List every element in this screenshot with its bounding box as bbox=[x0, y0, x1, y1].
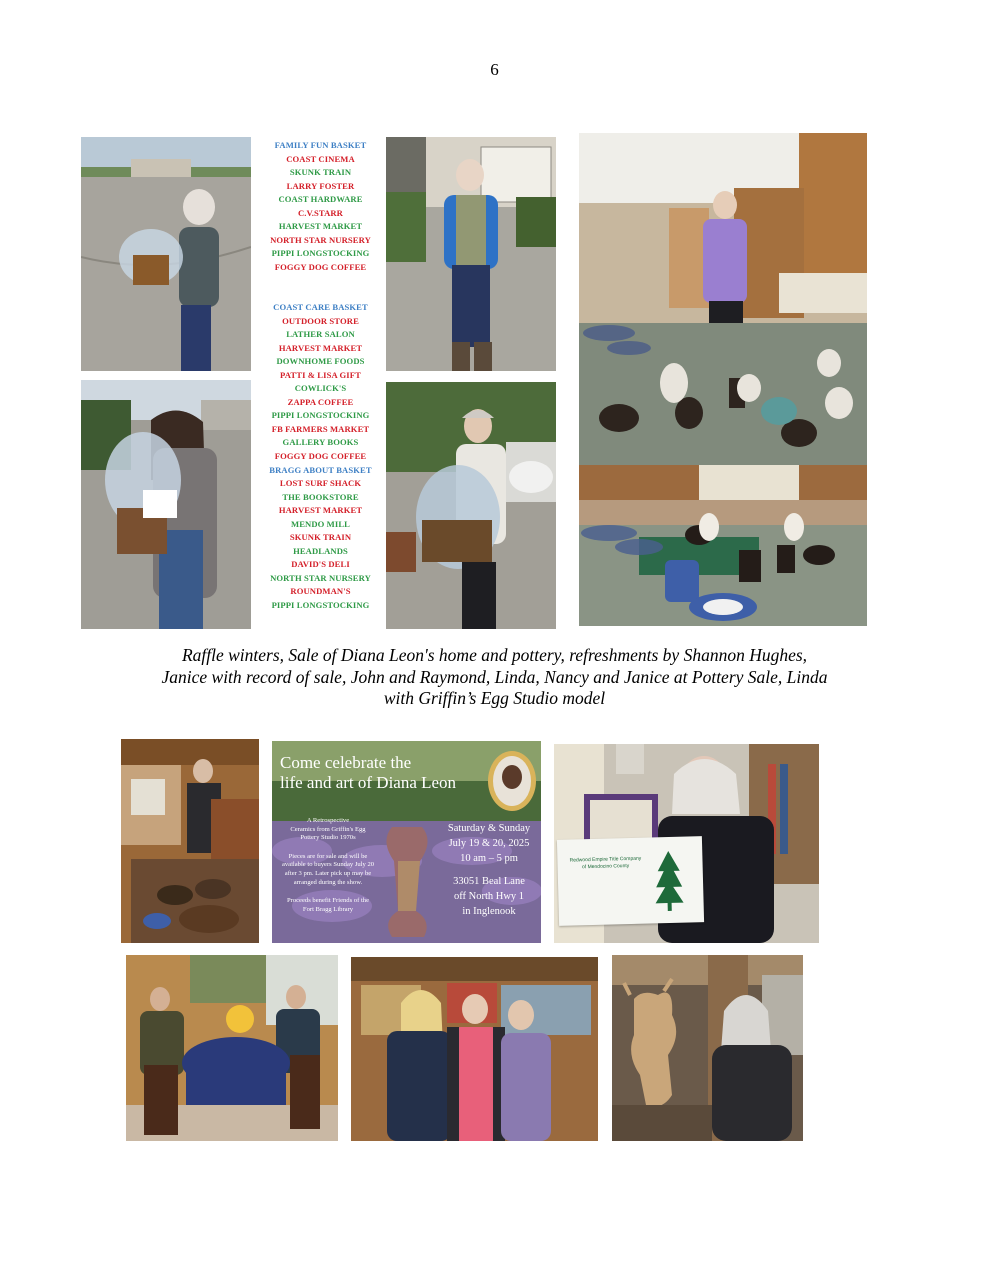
poster-title-line-2: life and art of Diana Leon bbox=[280, 773, 457, 792]
photo-linda-nancy-janice bbox=[351, 957, 598, 1141]
photo-pottery-sale-2 bbox=[579, 465, 867, 626]
poster-date-line: Saturday & Sunday bbox=[447, 823, 531, 834]
basket-item: NORTH STAR NURSERY bbox=[270, 572, 371, 583]
basket-item: C.V.STARR bbox=[298, 207, 343, 218]
poster-line: arranged during the show. bbox=[293, 878, 363, 886]
basket-list-2 bbox=[265, 301, 376, 613]
poster-address-line: 33051 Beal Lane bbox=[453, 876, 525, 887]
poster-title-line-1: Come celebrate the bbox=[280, 753, 412, 772]
basket-item: PATTI & LISA GIFT bbox=[280, 369, 361, 380]
basket-item: SKUNK TRAIN bbox=[289, 532, 352, 543]
basket-item: MENDO MILL bbox=[290, 518, 350, 529]
basket-list-1 bbox=[265, 139, 376, 274]
basket-item: COAST CINEMA bbox=[286, 153, 355, 164]
tree-icon bbox=[653, 851, 685, 912]
poster-line: available to buyers Sunday July 20 bbox=[281, 861, 375, 869]
poster-line: Pieces are for sale and will be bbox=[288, 852, 368, 860]
basket-item: ZAPPA COFFEE bbox=[287, 396, 354, 407]
basket-item: PIPPI LONGSTOCKING bbox=[271, 410, 370, 421]
basket-item: FB FARMERS MARKET bbox=[271, 423, 370, 434]
photo-refreshments bbox=[121, 739, 259, 943]
caption-line: with Griffin’s Egg Studio model bbox=[383, 688, 606, 708]
poster-address-line: off North Hwy 1 bbox=[453, 891, 525, 902]
basket-item: COAST HARDWARE bbox=[278, 194, 363, 205]
basket-item: PIPPI LONGSTOCKING bbox=[271, 248, 370, 259]
caption-line: Raffle winters, Sale of Diana Leon's home and pottery, refreshments by Shannon Hughes, bbox=[181, 645, 808, 665]
basket-item: HARVEST MARKET bbox=[278, 342, 363, 353]
basket-item: DAVID'S DELI bbox=[291, 559, 350, 570]
photo-raffle-winner-3 bbox=[81, 380, 251, 629]
poster-right-text bbox=[438, 821, 540, 919]
basket-item: DOWNHOME FOODS bbox=[276, 356, 365, 367]
certificate-envelope bbox=[557, 836, 704, 926]
poster-line: after 3 pm. Later pick up may be bbox=[284, 869, 372, 877]
photo-record-of-sale bbox=[554, 744, 819, 943]
certificate-line-2: of Mendocino County bbox=[581, 863, 630, 871]
poster-line: Ceramics from Griffin's Egg bbox=[290, 825, 366, 833]
photo-john-and-raymond bbox=[126, 955, 338, 1141]
basket-item: BRAGG ABOUT BASKET bbox=[269, 464, 372, 475]
poster-line: Proceeds benefit Friends of the bbox=[286, 897, 370, 905]
basket-item: LARRY FOSTER bbox=[286, 180, 355, 191]
basket-item: OUTDOOR STORE bbox=[282, 315, 359, 326]
page-number: 6 bbox=[490, 60, 499, 79]
poster-line: A Retrospective bbox=[306, 817, 350, 824]
caption-line: Janice with record of sale, John and Raymond, Linda, Nancy and Janice at Pottery Sale, Linda bbox=[161, 666, 828, 687]
poster-address-line: in Inglenook bbox=[462, 906, 516, 917]
photo-raffle-winner-1 bbox=[81, 137, 251, 371]
photo-raffle-winner-4 bbox=[386, 382, 556, 629]
basket-item: LATHER SALON bbox=[286, 329, 355, 340]
certificate-line-1: Redwood Empire Title Company bbox=[569, 855, 642, 864]
basket-item: SKUNK TRAIN bbox=[289, 167, 352, 178]
photo-griffins-egg-model bbox=[612, 955, 803, 1141]
caption bbox=[60, 645, 929, 710]
basket-item: FAMILY FUN BASKET bbox=[274, 140, 367, 150]
basket-item: HARVEST MARKET bbox=[278, 505, 363, 516]
basket-item: COAST CARE BASKET bbox=[273, 302, 368, 312]
photo-pottery-sale-1 bbox=[579, 133, 867, 465]
poster-date-line: July 19 & 20, 2025 bbox=[448, 838, 530, 849]
basket-item: FOGGY DOG COFFEE bbox=[274, 451, 367, 462]
basket-item: LOST SURF SHACK bbox=[279, 478, 362, 489]
basket-item: NORTH STAR NURSERY bbox=[270, 234, 371, 245]
basket-item: PIPPI LONGSTOCKING bbox=[271, 600, 370, 611]
photo-raffle-winner-2 bbox=[386, 137, 556, 371]
basket-item: HARVEST MARKET bbox=[278, 221, 363, 232]
basket-item: GALLERY BOOKS bbox=[282, 437, 359, 448]
poster-left-text bbox=[276, 817, 380, 914]
basket-item: FOGGY DOG COFFEE bbox=[274, 261, 367, 272]
poster-diana-leon bbox=[272, 741, 541, 943]
basket-item: HEADLANDS bbox=[293, 545, 348, 556]
poster-line: Fort Bragg Library bbox=[302, 905, 354, 913]
poster-line: Pottery Studio 1970s bbox=[300, 834, 356, 842]
basket-item: ROUNDMAN'S bbox=[290, 586, 351, 597]
poster-date-line: 10 am – 5 pm bbox=[460, 853, 518, 864]
basket-item: THE BOOKSTORE bbox=[282, 491, 359, 502]
basket-item: COWLICK'S bbox=[294, 383, 347, 394]
